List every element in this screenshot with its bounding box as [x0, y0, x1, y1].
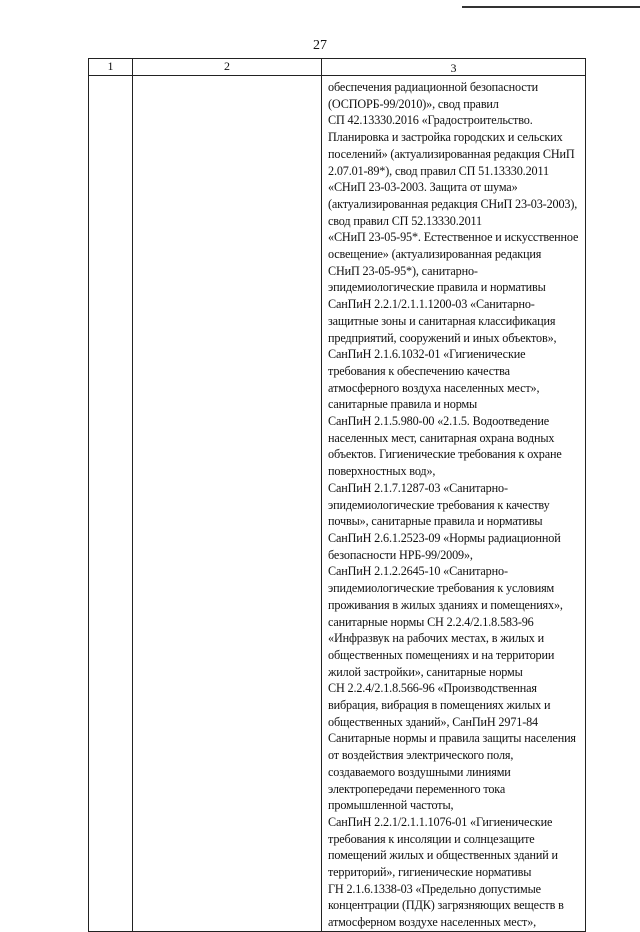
text-line: требования к обеспечению качества [328, 363, 510, 378]
text-line: СП 42.13330.2016 «Градостроительство. [328, 113, 533, 128]
text-line: «СНиП 23-03-2003. Защита от шума» [328, 180, 518, 195]
text-line: защитные зоны и санитарная классификация [328, 313, 556, 328]
text-line: населенных мест, санитарная охрана водных [328, 430, 555, 445]
text-line: санитарные нормы СН 2.2.4/2.1.8.583-96 [328, 614, 534, 629]
text-line: безопасности НРБ-99/2009», [328, 547, 473, 562]
text-line: территорий», гигиенические нормативы [328, 865, 532, 880]
text-line: концентрации (ПДК) загрязняющих веществ в [328, 898, 564, 913]
text-line: промышленной частоты, [328, 798, 454, 813]
document-table [88, 58, 586, 932]
text-line: (актуализированная редакция СНиП 23-03-2003), [328, 196, 578, 211]
text-line: помещений жилых и общественных зданий и [328, 848, 558, 863]
text-line: СанПиН 2.2.1/2.1.1.1200-03 «Санитарно- [328, 297, 535, 312]
text-line: (ОСПОРБ-99/2010)», свод правил [328, 96, 499, 111]
page-number: 27 [313, 38, 327, 53]
text-line: СН 2.2.4/2.1.8.566-96 «Производственная [328, 681, 537, 696]
text-line: общественных зданий», СанПиН 2971-84 [328, 714, 539, 729]
text-line: атмосферном воздухе населенных мест», [328, 915, 537, 930]
text-line: эпидемиологические требования к условиям [328, 581, 555, 596]
text-line: объектов. Гигиенические требования к охране [328, 447, 562, 462]
text-line: почвы», санитарные правила и нормативы [328, 514, 543, 529]
text-line: эпидемиологические требования к качеству [328, 497, 550, 512]
text-line: создаваемого воздушными линиями [328, 764, 511, 779]
text-line: жилой застройки», санитарные нормы [328, 664, 523, 679]
text-line: СНиП 23-05-95*), санитарно- [328, 263, 478, 278]
cell-col-2 [133, 76, 322, 932]
text-line: «Инфразвук на рабочих местах, в жилых и [328, 631, 545, 646]
text-line: СанПиН 2.1.6.1032-01 «Гигиенические [328, 347, 526, 362]
text-line: проживания в жилых зданиях и помещениях», [328, 597, 563, 612]
header-col-1: 1 [89, 59, 133, 76]
text-line: СанПиН 2.1.2.2645-10 «Санитарно- [328, 564, 508, 579]
text-line: СанПиН 2.6.1.2523-09 «Нормы радиационной [328, 530, 561, 545]
cell-col-1 [89, 76, 133, 932]
col3-text [322, 76, 585, 931]
text-line: поверхностных вод», [328, 464, 436, 479]
text-line: «СНиП 23-05-95*. Естественное и искусственное [328, 230, 579, 245]
text-line: СанПиН 2.1.7.1287-03 «Санитарно- [328, 480, 508, 495]
text-line: вибрация, вибрация в помещениях жилых и [328, 698, 551, 713]
text-line: санитарные правила и нормы [328, 397, 478, 412]
text-line: эпидемиологические правила и нормативы [328, 280, 546, 295]
text-line: Планировка и застройка городских и сельских [328, 130, 563, 145]
text-line: освещение» (актуализированная редакция [328, 247, 542, 262]
text-line: обеспечения радиационной безопасности [328, 80, 539, 94]
text-line: электропередачи переменного тока [328, 781, 506, 796]
corner-rule [462, 6, 640, 8]
text-line: атмосферного воздуха населенных мест», [328, 380, 540, 395]
text-line: ГН 2.1.6.1338-03 «Предельно допустимые [328, 881, 541, 896]
cell-col-3 [322, 76, 586, 932]
text-line: поселений» (актуализированная редакция СНиП [328, 146, 575, 161]
text-line: от воздействия электрического поля, [328, 748, 514, 763]
text-line: 2.07.01-89*), свод правил СП 51.13330.2011 [328, 163, 549, 178]
header-col-2: 2 [133, 59, 322, 76]
text-line: Санитарные нормы и правила защиты населения [328, 731, 576, 746]
text-line: предприятий, сооружений и иных объектов», [328, 330, 557, 345]
header-col-3: 3 [322, 59, 586, 76]
table-header-row [89, 59, 586, 76]
text-line: требования к инсоляции и солнцезащите [328, 831, 535, 846]
table-row [89, 76, 586, 932]
text-line: общественных помещениях и на территории [328, 647, 555, 662]
text-line: СанПиН 2.2.1/2.1.1.1076-01 «Гигиенические [328, 814, 553, 829]
text-line: СанПиН 2.1.5.980-00 «2.1.5. Водоотведение [328, 414, 550, 429]
text-line: свод правил СП 52.13330.2011 [328, 213, 482, 228]
